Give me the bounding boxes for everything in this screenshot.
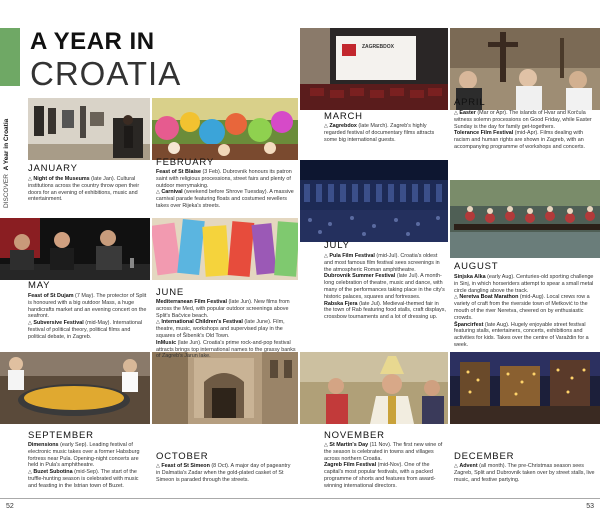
event-name: Carnival — [161, 189, 183, 196]
photo-march-cinema — [300, 28, 448, 110]
event-text: (early Sep). Leading festival of electronic music takes over a former Habsburg fortress near Pula. Opening-night concerts are held in Pula's amphitheatre. — [28, 442, 140, 469]
cinema-screen-text: ZAGREBDOX — [362, 44, 394, 50]
event-text: (mid-Aug). Local crews row a variety of craft from the riverside town of Metković to the mouth of the river Neretva, cheered on by enthusiastic crowds. — [454, 294, 590, 321]
november-text: △ St Martin's Day (11 Nov). The first new wine of the season is celebrated in towns and villages across northern Croatia. Zagreb Film Festival (mid-Nov). One of the capital's most popular festivals, with a packed programme of shorts and features from award-winning international directors. — [324, 442, 443, 489]
month-october: OCTOBER — [156, 451, 209, 462]
sidebar-label — [3, 119, 10, 208]
september-text: Dimensions (early Sep). Leading festival of electronic music takes over a former Habsburg fortress near Pula. Opening-night concerts are held in Pula's amphitheatre. △ Buzet Subotina (mid-Sep). The start of the truffle-hunting season is celebrated with music and feasting in the Istrian town of Buzet. — [28, 442, 140, 489]
january-text: △ Night of the Museums (late Jan). Cultural institutions across the country throw open their doors for an evening of exhibitions, music and entertainment. — [28, 176, 140, 203]
event-name: Sinjska Alka — [454, 274, 486, 280]
event-text: (late Aug). Hugely enjoyable street festival featuring stalls, entertainers, concerts, exhibitions and activities for kids. Takes over the centre of Varaždin for a week. — [454, 321, 589, 348]
footer-rule — [0, 498, 600, 499]
month-march: MARCH — [324, 111, 363, 122]
photo-july-amphitheatre — [300, 160, 448, 242]
february-text: Feast of St Blaise (3 Feb). Dubrovnik honours its patron saint with religious processions, street fairs and plenty of outdoor merrymaking. △ Carnival (weekend before Shrove Tuesday). A massive carnival parade featuring floats and costumed revellers takes over Rijeka's streets. — [156, 169, 294, 209]
event-text: (all month). The pre-Christmas season sees Zagreb, Split and Dubrovnik taken over by street stalls, live music, and festive partying. — [454, 463, 595, 483]
event-text: (11 Nov). The first new wine of the season is celebrated in towns and villages across northern Croatia. — [324, 442, 443, 462]
event-text: (late Jan). Cultural institutions across the country throw open their doors for an evening of exhibitions, music and entertainment. — [28, 176, 140, 203]
month-november: NOVEMBER — [324, 430, 385, 441]
event-text: (late Jul). A month-long celebration of theatre, music and dance, with many of the performances taking place in the city's historic palaces, squares and fortresses. — [324, 273, 445, 300]
event-name: International Children's Festival — [161, 319, 243, 326]
event-name: Špancirfest — [454, 321, 484, 328]
event-name: Advent — [459, 463, 478, 469]
month-april: APRIL — [454, 97, 486, 108]
event-name: Neretva Boat Marathon — [459, 294, 519, 301]
event-text: (late June). Film, theatre, music, workshops and supervised play in the squares of Šibenik's Old Town. — [156, 319, 285, 339]
page-title-line2: CROATIA — [30, 55, 182, 92]
photo-october-church — [152, 352, 298, 424]
event-text: (8 Oct). A major day of pageantry in Dalmatia's Zadar when the gold-plated casket of St Simeon is paraded through the streets. — [156, 463, 291, 483]
event-name: Feast of St Simeon — [161, 463, 210, 469]
event-text: (7 May). The protector of Split is honoured with a big outdoor Mass, a huge handicrafts market and an evening concert on the seafront. — [28, 293, 147, 320]
event-text: (mid-Sep). The start of the truffle-hunting season is celebrated with music and feasting in the Istrian town of Buzet. — [28, 469, 139, 489]
photo-december-advent — [450, 352, 600, 424]
sidebar-title: A Year in Croatia — [3, 118, 10, 171]
event-name: Feast of St Blaise — [156, 169, 201, 175]
event-name: Mediterranean Film Festival — [156, 299, 227, 305]
event-name: Easter — [459, 110, 476, 116]
sidebar-accent-bar — [0, 28, 20, 86]
june-text: Mediterranean Film Festival (late Jun). New films from across the Med, with popular outdoor screenings above Split's Bačvice beach. △ International Children's Festival (late June). Film, theatre, music, workshops and supervised play in the squares of Šibenik's Old Town. InMusic (late Jun). Croatia's prime rock-and-pop festival attracts brings top international names to the grassy banks of Zagreb's Jarun lake. — [156, 299, 296, 360]
event-name: Zagrebdox — [329, 123, 357, 129]
event-name: Feast of St Dujam — [28, 293, 74, 299]
month-august: AUGUST — [454, 261, 499, 272]
event-name: Dubrovnik Summer Festival — [324, 273, 396, 280]
page-number-right: 53 — [586, 503, 594, 510]
event-text: (weekend before Shrove Tuesday). A massive carnival parade featuring floats and costumed revellers takes over Rijeka's streets. — [156, 189, 294, 209]
month-february: FEBRUARY — [156, 157, 214, 168]
event-text: (late March). Zagreb's highly regarded festival of documentary films attracts some big international guests. — [324, 123, 435, 143]
event-text: (mid-May). International festival of political theory, political films and political debate, in Zagreb. — [28, 320, 143, 340]
event-text: (late Jun). Croatia's prime rock-and-pop festival attracts brings top international names to the grassy banks of Zagreb's Jarun lake. — [156, 339, 296, 360]
page-number-left: 52 — [6, 503, 14, 510]
month-july: JULY — [324, 240, 350, 251]
october-text: △ Feast of St Simeon (8 Oct). A major day of pageantry in Dalmatia's Zadar when the gold-plated casket of St Simeon is paraded through the streets. — [156, 463, 291, 483]
event-name: InMusic — [156, 339, 177, 346]
may-text: Feast of St Dujam (7 May). The protector of Split is honoured with a big outdoor Mass, a huge handicrafts market and an evening concert on the seafront. △ Subversive Festival (mid-May). International festival of political theory, political films and political debate, in Zagreb. — [28, 293, 147, 340]
photo-august-boat-race — [450, 180, 600, 258]
event-name: Pula Film Festival — [329, 253, 375, 259]
event-text: (late Jun). New films from across the Med, with popular outdoor screenings above Split's Bačvice beach. — [156, 299, 290, 319]
event-name: Subversive Festival — [33, 320, 84, 327]
sidebar-tab — [0, 28, 20, 238]
april-text: △ Easter (Mar or Apr). The islands of Hvar and Korčula witness solemn processions on Good Friday, while Easter Sunday is the day for family get-togethers. Tolerance Film Festival (mid-Apr). Films dealing with racism and human rights are shown in Zagreb, with an accompanying programme of workshops and concerts. — [454, 110, 592, 150]
photo-november-bishop — [300, 352, 448, 424]
event-text: (early Aug). Centuries-old sporting challenge in Sinj, in which horseriders attempt to spear a small metal circle dangling above the track. — [454, 274, 594, 294]
event-name: Buzet Subotina — [33, 469, 73, 476]
event-name: Dimensions — [28, 442, 59, 448]
photo-may-panel — [0, 218, 150, 280]
photo-september-truffle-feast — [0, 352, 150, 424]
event-name: Tolerance Film Festival — [454, 130, 514, 137]
month-december: DECEMBER — [454, 451, 515, 462]
photo-january-museum — [28, 98, 150, 160]
photo-june-childrens-art — [152, 218, 298, 280]
event-name: Zagreb Film Festival — [324, 462, 377, 469]
event-text: (mid-Apr). Films dealing with racism and human rights are shown in Zagreb, with an accompanying programme of workshops and concerts. — [454, 130, 585, 150]
month-june: JUNE — [156, 287, 185, 298]
photo-february-carnival — [152, 98, 298, 160]
event-text: (3 Feb). Dubrovnik honours its patron saint with religious processions, street fairs and plenty of outdoor merrymaking. — [156, 169, 292, 189]
event-name: Rabska Fjera — [324, 300, 358, 307]
month-september: SEPTEMBER — [28, 430, 94, 441]
event-name: Night of the Museums — [33, 176, 90, 182]
page-title-line1: A YEAR IN — [30, 28, 155, 55]
march-text: △ Zagrebdox (late March). Zagreb's highly regarded festival of documentary films attracts some big international guests. — [324, 123, 435, 143]
month-may: MAY — [28, 280, 51, 291]
event-text: (mid-Nov). One of the capital's most popular festivals, with a packed programme of shorts and features from award-winning international directors. — [324, 462, 436, 489]
august-text: Sinjska Alka (early Aug). Centuries-old sporting challenge in Sinj, in which horseriders attempt to spear a small metal circle dangling above the track. △ Neretva Boat Marathon (mid-Aug). Local crews row a variety of craft from the riverside town of Metković to the mouth of the river Neretva, cheered on by enthusiastic crowds. Špancirfest (late Aug). Hugely enjoyable street festival featuring stalls, entertainers, concerts, exhibitions and activities for kids. Takes over the centre of Varaždin for a week. — [454, 274, 594, 348]
month-january: JANUARY — [28, 163, 78, 174]
event-name: St Martin's Day — [329, 442, 369, 448]
event-text: (mid-Jul). Croatia's oldest and most famous film festival sees screenings in the atmospheric Roman amphitheatre. — [324, 253, 440, 273]
event-text: (Mar or Apr). The islands of Hvar and Korčula witness solemn processions on Good Friday, while Easter Sunday is the day for family get-togethers. — [454, 110, 592, 130]
december-text: △ Advent (all month). The pre-Christmas season sees Zagreb, Split and Dubrovnik taken over by street stalls, live music, and festive partying. — [454, 463, 595, 483]
july-text: △ Pula Film Festival (mid-Jul). Croatia's oldest and most famous film festival sees screenings in the atmospheric Roman amphitheatre. Dubrovnik Summer Festival (late Jul). A month-long celebration of theatre, music and dance, with many of the performances taking place in the city's historic palaces, squares and fortresses. Rabska Fjera (late Jul). Medieval-themed fair in the town of Rab featuring food stalls, craft displays, crossbow tournaments and a lot of dressing up. — [324, 253, 446, 321]
sidebar-tag: DISCOVER — [3, 174, 10, 208]
event-text: (late Jul). Medieval-themed fair in the town of Rab featuring food stalls, craft displays, crossbow tournaments and a lot of dressing up. — [324, 300, 446, 321]
